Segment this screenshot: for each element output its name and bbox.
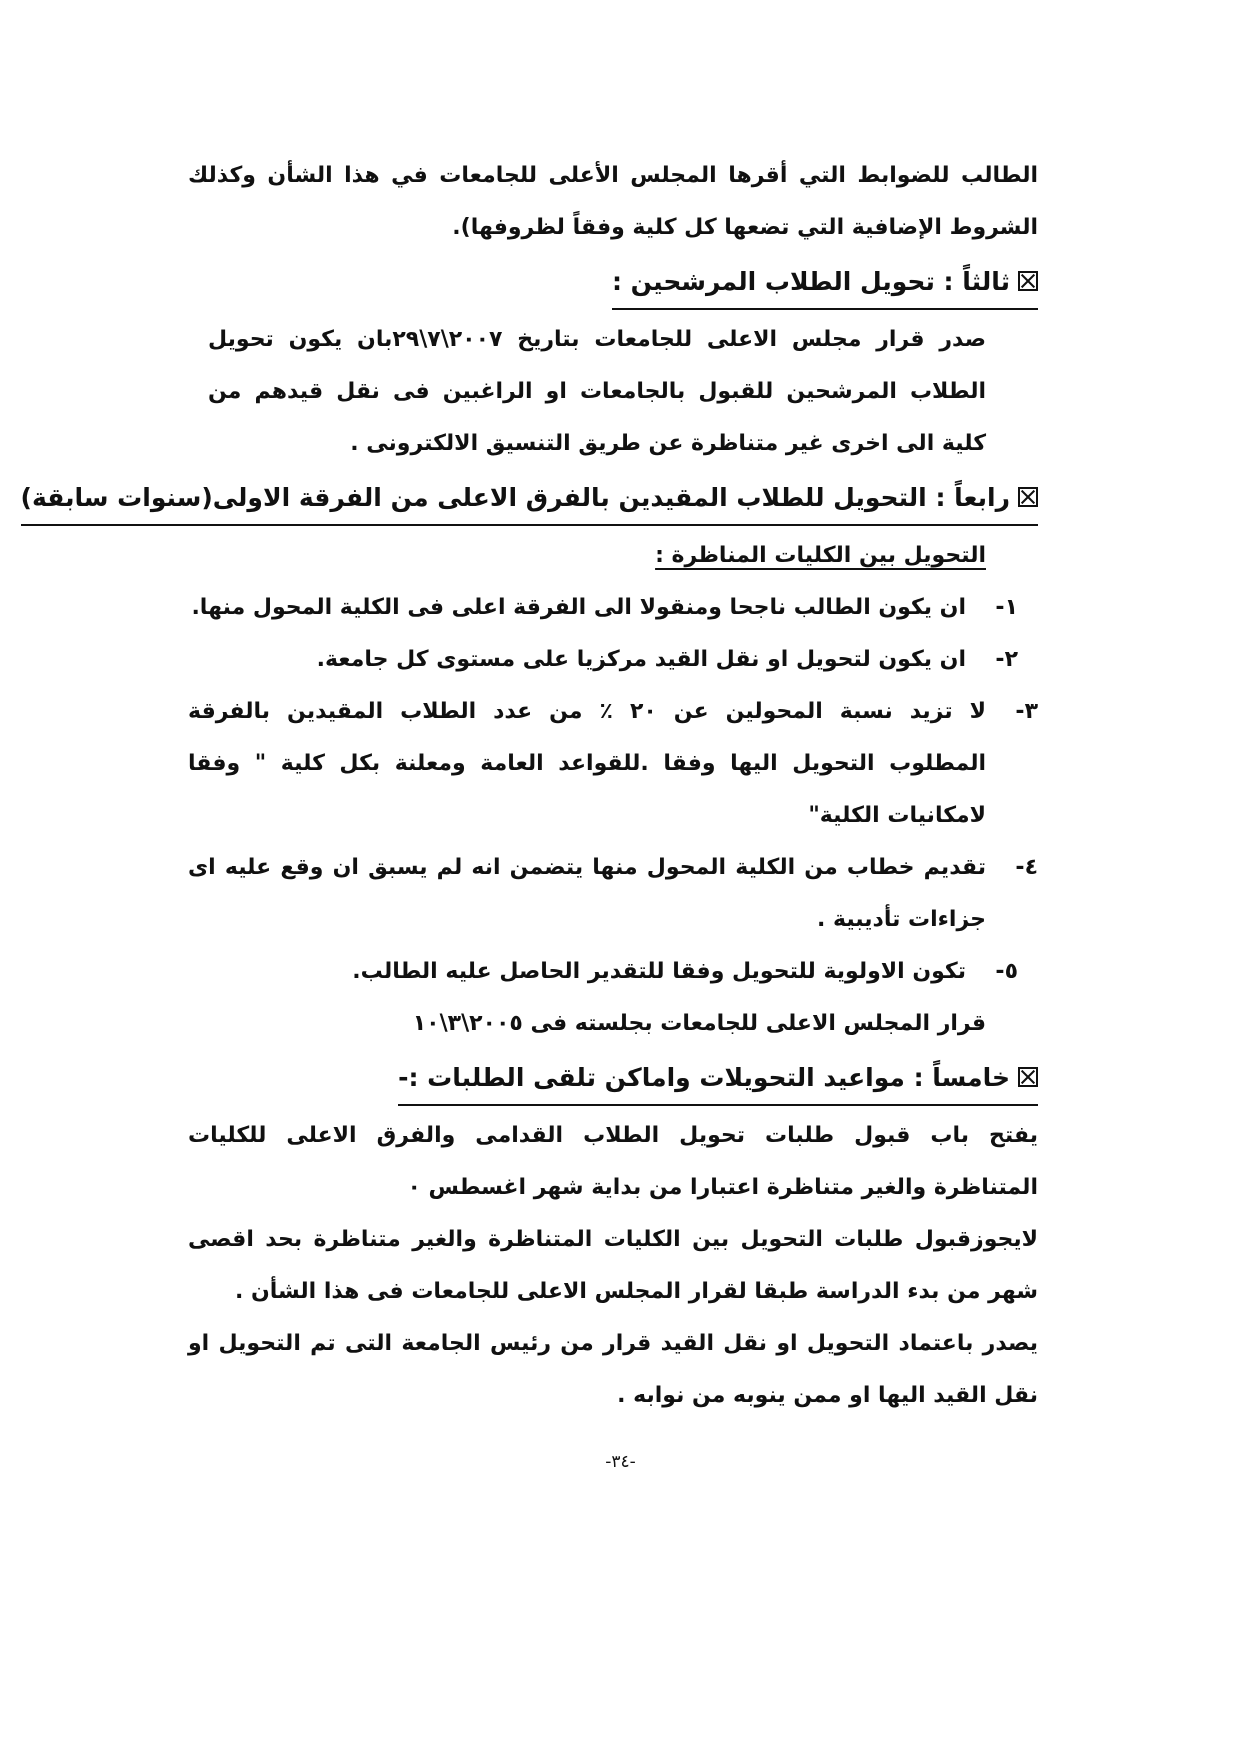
list-item — [188, 946, 1038, 998]
list-item — [188, 634, 1038, 686]
checkbox-x-icon — [1018, 271, 1038, 291]
section-5-heading-row — [188, 1052, 1038, 1110]
list-item-number: ٣- — [1015, 699, 1038, 724]
list-item — [188, 582, 1038, 634]
section-3-body: صدر قرار مجلس الاعلى للجامعات بتاريخ ٢٠٠٧\٧\٢٩بان يكون تحويل الطلاب المرشحين للقبول بالجامعات او الراغبين فى نقل قيدهم من كلية الى اخرى غير متناظرة عن طريق التنسيق الالكترونى . — [208, 327, 986, 456]
list-item-text: ان يكون الطالب ناجحا ومنقولا الى الفرقة اعلى فى الكلية المحول منها. — [191, 595, 966, 620]
list-item-number: ١- — [995, 595, 1018, 620]
list-item-text: تقديم خطاب من الكلية المحول منها يتضمن انه لم يسبق ان وقع عليه اى جزاءات تأديبية . — [188, 855, 986, 932]
document-page — [20, 150, 1038, 1422]
section-4-heading: رابعاً : التحويل للطلاب المقيدين بالفرق الاعلى من الفرقة الاولى(سنوات سابقة) — [20, 483, 1010, 512]
list-item-text: ان يكون لتحويل او نقل القيد مركزيا على مستوى كل جامعة. — [316, 647, 966, 672]
conditions-list — [188, 582, 1038, 998]
checkbox-x-icon — [1018, 487, 1038, 507]
section-3-heading-wrap — [612, 256, 1038, 310]
page-number: -٣٤- — [605, 1452, 636, 1472]
section-4-heading-row — [20, 472, 1038, 530]
subheading-text: التحويل بين الكليات المناظرة : — [655, 543, 986, 568]
list-item — [188, 686, 1038, 842]
section-3-heading-row — [188, 256, 1038, 314]
list-item-text: تكون الاولوية للتحويل وفقا للتقدير الحاصل عليه الطالب. — [352, 959, 966, 984]
section-5-heading: خامساً : مواعيد التحويلات واماكن تلقى الطلبات :- — [398, 1063, 1010, 1092]
intro-line-2: الشروط الإضافية التي تضعها كل كلية وفقاً لظروفها). — [452, 215, 1038, 240]
decree-note: قرار المجلس الاعلى للجامعات بجلسته فى ٢٠٠٥\٣\١٠ — [412, 1011, 986, 1036]
section-5-heading-wrap — [398, 1052, 1038, 1106]
section-5-paragraph: يفتح باب قبول طلبات تحويل الطلاب القدامى والفرق الاعلى للكليات المتناظرة والغير متناظرة اعتبارا من بداية شهر اغسطس ٠ — [188, 1123, 1038, 1200]
section-5-paragraph: يصدر باعتماد التحويل او نقل القيد قرار من رئيس الجامعة التى تم التحويل او نقل القيد اليها او ممن ينوبه من نوابه . — [188, 1331, 1038, 1408]
list-item — [188, 842, 1038, 946]
section-5-paragraph: لايجوزقبول طلبات التحويل بين الكليات المتناظرة والغير متناظرة بحد اقصى شهر من بدء الدراسة طبقا لقرار المجلس الاعلى للجامعات فى هذا الشأن . — [188, 1227, 1038, 1304]
section-4-heading-wrap — [21, 472, 1038, 526]
list-item-number: ٢- — [995, 647, 1018, 672]
list-item-text: لا تزيد نسبة المحولين عن ٢٠ ٪ من عدد الطلاب المقيدين بالفرقة المطلوب التحويل اليها وفقا .للقواعد العامة ومعلنة بكل كلية " وفقا لامكانيات الكلية" — [188, 699, 986, 828]
intro-line-1: الطالب للضوابط التي أقرها المجلس الأعلى للجامعات في هذا الشأن وكذلك — [188, 163, 1038, 188]
list-item-number: ٥- — [995, 959, 1018, 984]
section-4-subheading — [188, 530, 1038, 582]
section-3-heading: ثالثاً : تحويل الطلاب المرشحين : — [611, 267, 1010, 296]
checkbox-x-icon — [1018, 1067, 1038, 1087]
list-item-number: ٤- — [1015, 855, 1038, 880]
